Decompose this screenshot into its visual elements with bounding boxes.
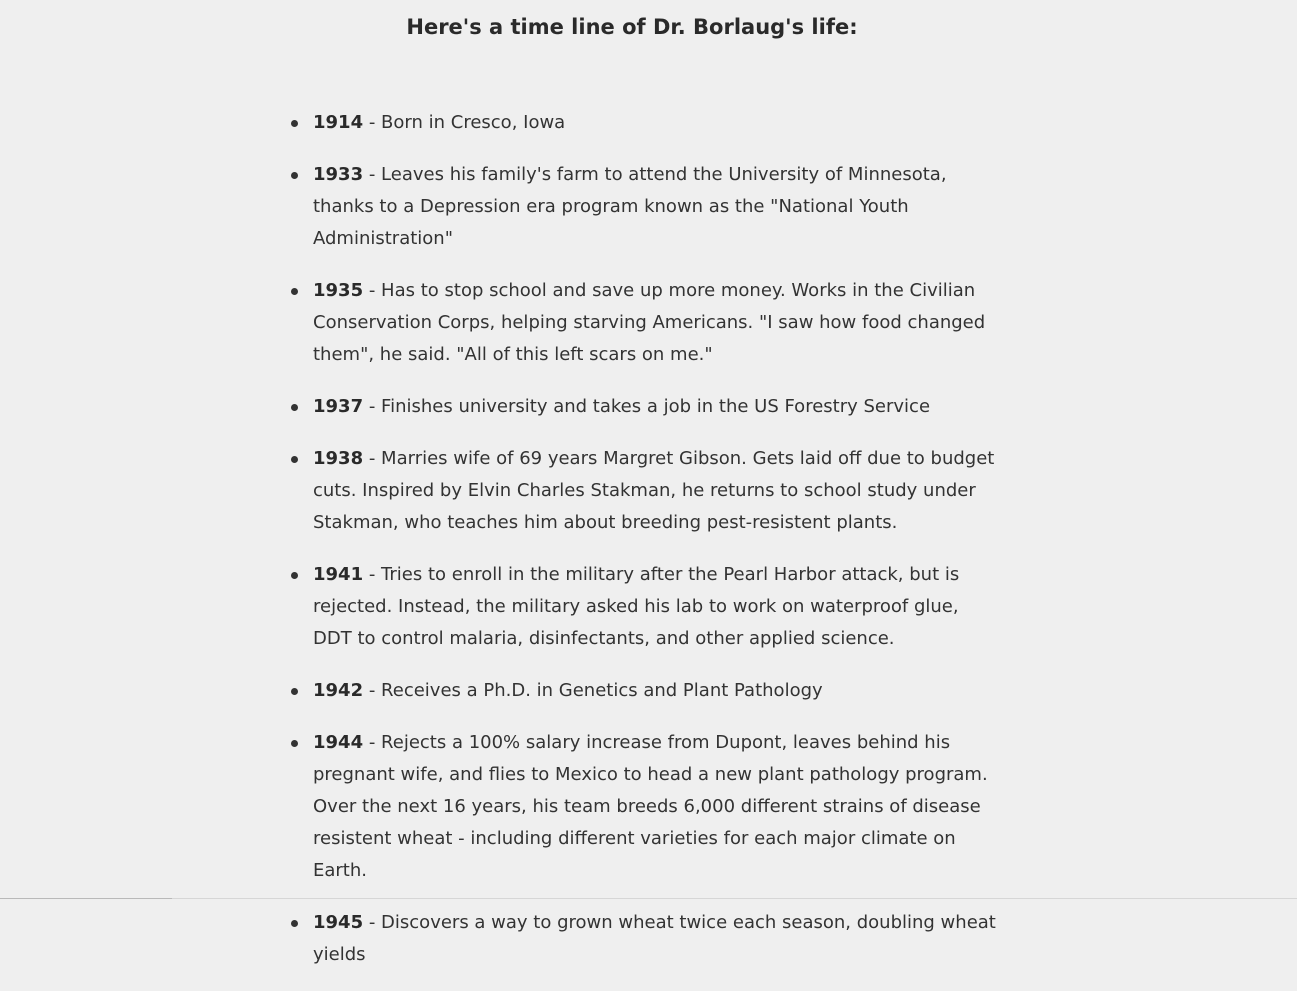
- timeline-item: [313, 727, 1003, 887]
- timeline-item: [313, 443, 1003, 539]
- bullet-icon: [291, 404, 298, 411]
- timeline-item: [313, 675, 1003, 707]
- bullet-icon: [291, 120, 298, 127]
- bullet-icon: [291, 920, 298, 927]
- timeline-list: [313, 107, 1003, 991]
- timeline-text: - Finishes university and takes a job in the US Forestry Service: [363, 396, 931, 417]
- timeline-item: [313, 107, 1003, 139]
- timeline-text: - Tries to enroll in the military after the Pearl Harbor attack, but is rejected. Instead, the military asked his lab to work on waterproof glue, DDT to control malaria, disinfectants, and other applied science.: [313, 564, 960, 649]
- timeline-item: [313, 907, 1003, 971]
- timeline-item: [313, 159, 1003, 255]
- page-title: Here's a time line of Dr. Borlaug's life:: [406, 15, 858, 39]
- bullet-icon: [291, 740, 298, 747]
- bullet-icon: [291, 572, 298, 579]
- timeline-year: 1945: [313, 912, 364, 933]
- timeline-item: [313, 391, 1003, 423]
- timeline-year: 1942: [313, 680, 364, 701]
- timeline-year: 1938: [313, 448, 364, 469]
- timeline-item: [313, 275, 1003, 371]
- timeline-text: - Rejects a 100% salary increase from Dupont, leaves behind his pregnant wife, and flies to Mexico to head a new plant pathology program. Over the next 16 years, his team breeds 6,000 different strains of disease resistent wheat - including different varieties for each major climate on Earth.: [313, 732, 988, 881]
- timeline-text: - Born in Cresco, Iowa: [363, 112, 566, 133]
- timeline-text: - Discovers a way to grown wheat twice each season, doubling wheat yields: [313, 912, 996, 965]
- timeline-text: - Has to stop school and save up more money. Works in the Civilian Conservation Corps, helping starving Americans. "I saw how food changed them", he said. "All of this left scars on me.": [313, 280, 986, 365]
- bullet-icon: [291, 172, 298, 179]
- bullet-icon: [291, 456, 298, 463]
- bullet-icon: [291, 688, 298, 695]
- bottom-divider: [0, 898, 1297, 899]
- timeline-year: 1933: [313, 164, 364, 185]
- timeline-year: 1914: [313, 112, 364, 133]
- timeline-year: 1935: [313, 280, 364, 301]
- timeline-year: 1941: [313, 564, 364, 585]
- timeline-year: 1937: [313, 396, 364, 417]
- bottom-divider-segment: [0, 898, 172, 899]
- timeline-text: - Marries wife of 69 years Margret Gibson. Gets laid off due to budget cuts. Inspired by Elvin Charles Stakman, he returns to school study under Stakman, who teaches him about breeding pest-resistent plants.: [313, 448, 995, 533]
- timeline-text: - Receives a Ph.D. in Genetics and Plant Pathology: [363, 680, 823, 701]
- timeline-year: 1944: [313, 732, 364, 753]
- bullet-icon: [291, 288, 298, 295]
- timeline-item: [313, 559, 1003, 655]
- timeline-text: - Leaves his family's farm to attend the University of Minnesota, thanks to a Depression era program known as the "National Youth Administration": [313, 164, 947, 249]
